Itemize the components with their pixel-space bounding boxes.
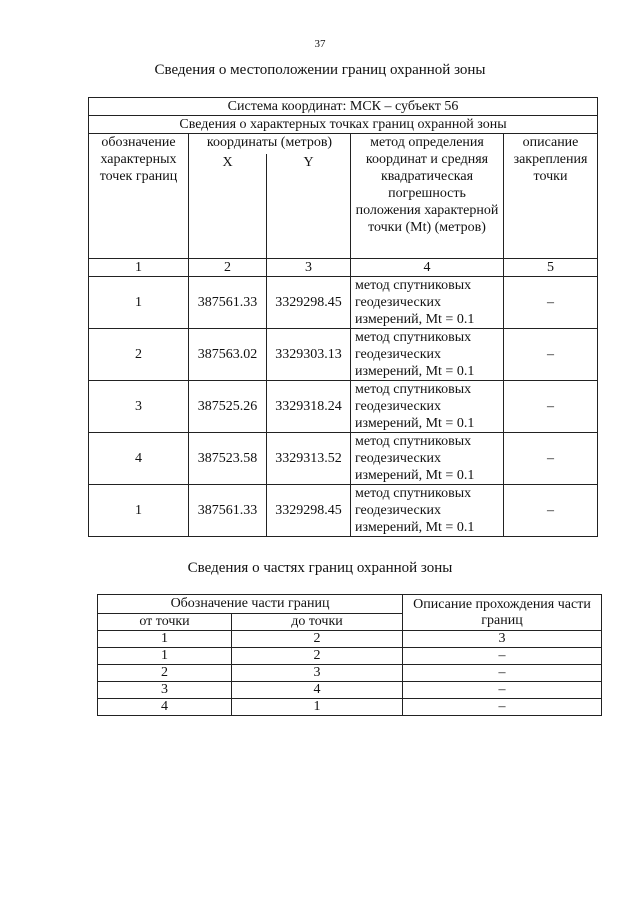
table-row — [98, 665, 602, 682]
coord-y: 3329303.13 — [267, 329, 351, 381]
table-row — [89, 381, 598, 433]
coord-x: 387561.33 — [189, 277, 267, 329]
boundary-points-table — [88, 97, 598, 537]
part-description: – — [403, 682, 602, 699]
page-number: 37 — [314, 38, 326, 50]
header-to-point: до точки — [232, 614, 403, 631]
method-cell: метод спутниковых геодезических измерений, Mt = 0.1 — [351, 381, 504, 433]
coord-y: 3329298.45 — [267, 277, 351, 329]
coord-y: 3329298.45 — [267, 485, 351, 537]
method-cell: метод спутниковых геодезических измерений, Mt = 0.1 — [351, 485, 504, 537]
table-row — [98, 648, 602, 665]
to-point: 1 — [232, 699, 403, 716]
point-id: 1 — [89, 485, 189, 537]
table-row — [89, 329, 598, 381]
header-row-1 — [89, 134, 598, 155]
col-number: 3 — [403, 631, 602, 648]
fixing-cell: – — [504, 277, 598, 329]
table-row — [89, 433, 598, 485]
coord-system-caption: Система координат: МСК – субъект 56 — [89, 98, 598, 116]
col-number: 3 — [267, 259, 351, 277]
coord-x: 387525.26 — [189, 381, 267, 433]
point-id: 1 — [89, 277, 189, 329]
from-point: 3 — [98, 682, 232, 699]
fixing-cell: – — [504, 381, 598, 433]
method-cell: метод спутниковых геодезических измерений, Mt = 0.1 — [351, 433, 504, 485]
table-row — [89, 485, 598, 537]
coord-y: 3329318.24 — [267, 381, 351, 433]
point-id: 2 — [89, 329, 189, 381]
fixing-cell: – — [504, 485, 598, 537]
from-point: 4 — [98, 699, 232, 716]
header-description: Описание прохождения части границ — [403, 595, 602, 631]
section-title-boundary-parts: Сведения о частях границ охранной зоны — [187, 560, 453, 576]
header-y: Y — [267, 154, 351, 259]
part-description: – — [403, 648, 602, 665]
to-point: 4 — [232, 682, 403, 699]
col-number: 1 — [89, 259, 189, 277]
part-description: – — [403, 665, 602, 682]
table-row — [98, 682, 602, 699]
points-caption: Сведения о характерных точках границ охранной зоны — [89, 116, 598, 134]
col-number: 1 — [98, 631, 232, 648]
coord-x: 387561.33 — [189, 485, 267, 537]
to-point: 2 — [232, 648, 403, 665]
column-number-row — [98, 631, 602, 648]
from-point: 2 — [98, 665, 232, 682]
header-method: метод определения координат и средняя квадратическая погрешность положения характерной точки (Mt) (метров) — [351, 134, 504, 259]
col-number: 2 — [189, 259, 267, 277]
coord-x: 387523.58 — [189, 433, 267, 485]
boundary-parts-table — [97, 594, 602, 716]
fixing-cell: – — [504, 329, 598, 381]
header-row-1 — [98, 595, 602, 614]
coord-system-row — [89, 98, 598, 116]
point-id: 3 — [89, 381, 189, 433]
header-x: X — [189, 154, 267, 259]
coord-y: 3329313.52 — [267, 433, 351, 485]
points-caption-row — [89, 116, 598, 134]
section-title-boundary-location: Сведения о местоположении границ охранной зоны — [154, 62, 486, 78]
header-from-point: от точки — [98, 614, 232, 631]
point-id: 4 — [89, 433, 189, 485]
part-description: – — [403, 699, 602, 716]
to-point: 3 — [232, 665, 403, 682]
header-coords: координаты (метров) — [189, 134, 351, 155]
method-cell: метод спутниковых геодезических измерений, Mt = 0.1 — [351, 329, 504, 381]
table-row — [89, 277, 598, 329]
coord-x: 387563.02 — [189, 329, 267, 381]
col-number: 2 — [232, 631, 403, 648]
column-number-row — [89, 259, 598, 277]
col-number: 4 — [351, 259, 504, 277]
header-part-designation: Обозначение части границ — [98, 595, 403, 614]
header-fixing: описание закрепления точки — [504, 134, 598, 259]
col-number: 5 — [504, 259, 598, 277]
from-point: 1 — [98, 648, 232, 665]
table-row — [98, 699, 602, 716]
fixing-cell: – — [504, 433, 598, 485]
header-designation: обозначение характерных точек границ — [89, 134, 189, 259]
method-cell: метод спутниковых геодезических измерений, Mt = 0.1 — [351, 277, 504, 329]
